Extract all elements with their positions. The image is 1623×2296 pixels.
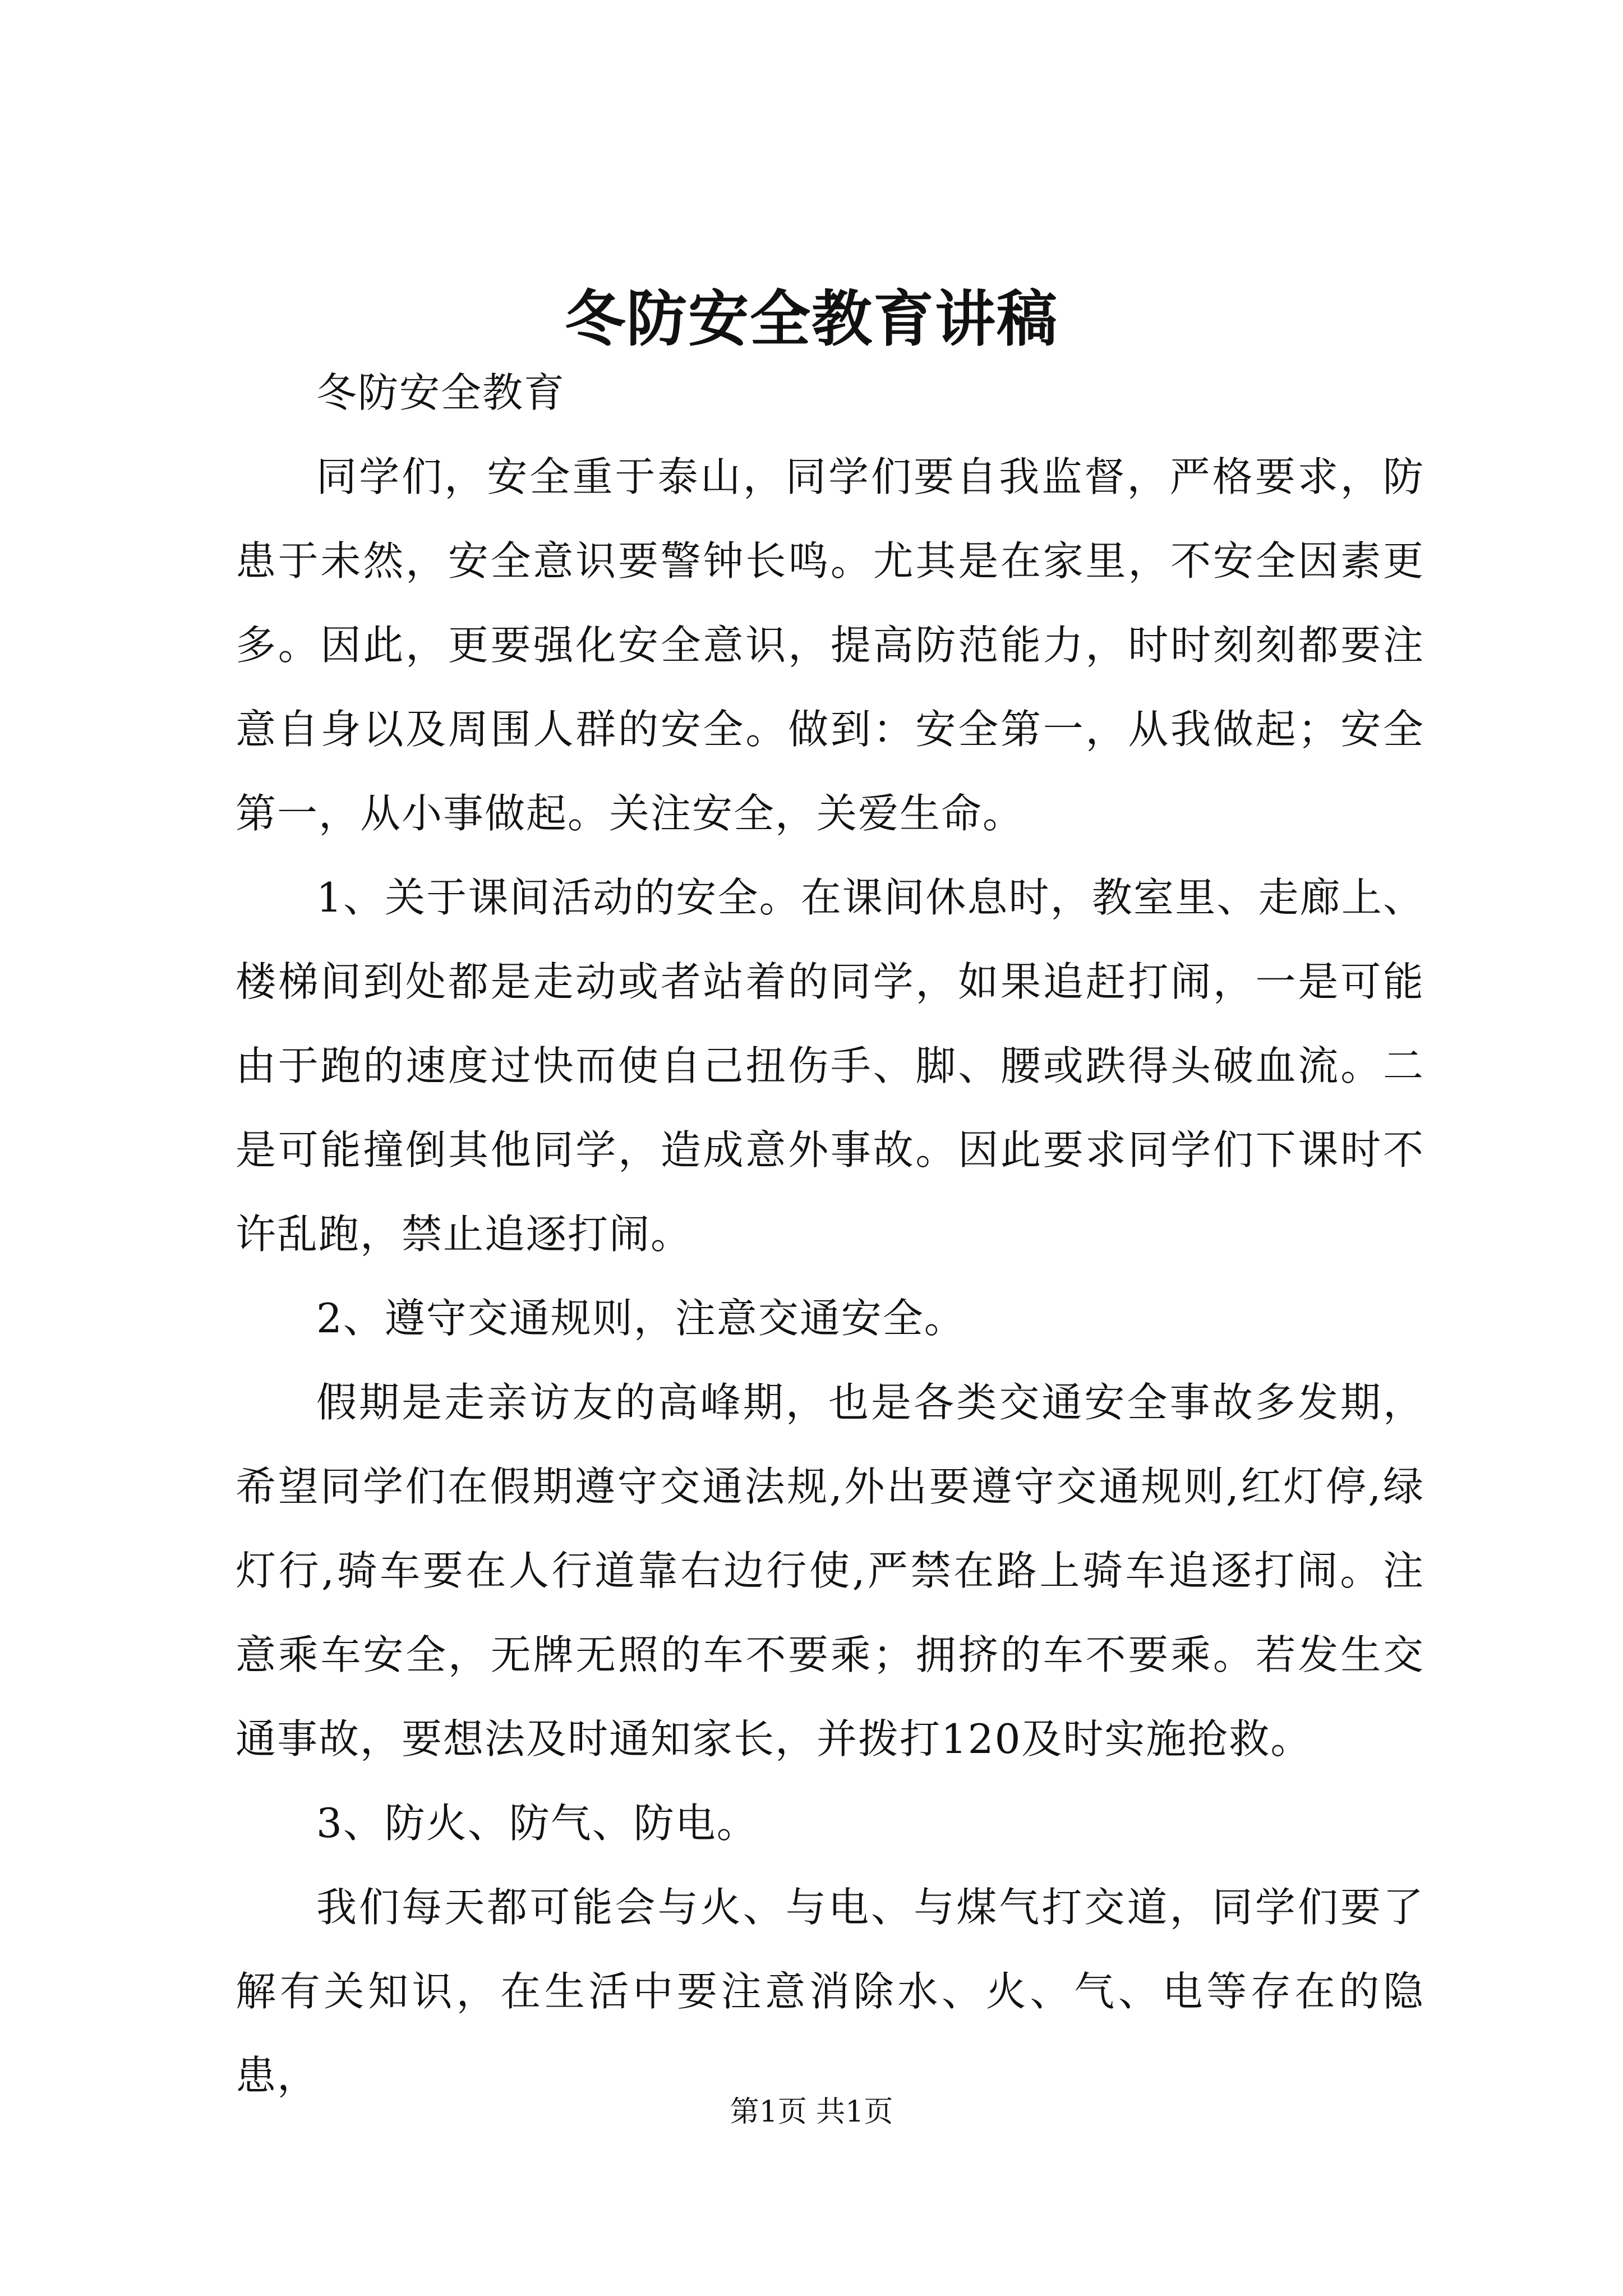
paragraph-item-2-body: 假期是走亲访友的高峰期，也是各类交通安全事故多发期，希望同学们在假期遵守交通法规,外出要遵守交通规则,红灯停,绿灯行,骑车要在人行道靠右边行使,严禁在路上骑车追逐打闹。注意乘车安全，无牌无照的车不要乘；拥挤的车不要乘。若发生交通事故，要想法及时通知家长，并拨打120及时实施抢救。	[236, 1379, 1424, 1763]
paragraph-item-2-heading: 2、遵守交通规则，注意交通安全。	[316, 1295, 966, 1342]
paragraph-heading: 冬防安全教育	[316, 369, 566, 416]
paragraph-item-3-heading: 3、防火、防气、防电。	[316, 1800, 758, 1847]
document-title: 冬防安全教育讲稿	[564, 284, 1058, 355]
page-footer: 第1页 共1页	[730, 2095, 893, 2129]
paragraph-intro: 同学们，安全重于泰山，同学们要自我监督，严格要求，防患于未然，安全意识要警钟长鸣。尤其是在家里，不安全因素更多。因此，更要强化安全意识，提高防范能力，时时刻刻都要注意自身以及周围人群的安全。做到：安全第一，从我做起；安全第一，从小事做起。关注安全，关爱生命。	[236, 453, 1424, 837]
paragraph-item-1: 1、关于课间活动的安全。在课间休息时，教室里、走廊上、楼梯间到处都是走动或者站着的同学，如果追赶打闹，一是可能由于跑的速度过快而使自己扭伤手、脚、腰或跌得头破血流。二是可能撞倒其他同学，造成意外事故。因此要求同学们下课时不许乱跑，禁止追逐打闹。	[236, 874, 1424, 1258]
paragraph-item-3-body: 我们每天都可能会与火、与电、与煤气打交道，同学们要了解有关知识，在生活中要注意消除水、火、气、电等存在的隐患，	[236, 1884, 1424, 2099]
document-body	[236, 351, 1424, 2118]
